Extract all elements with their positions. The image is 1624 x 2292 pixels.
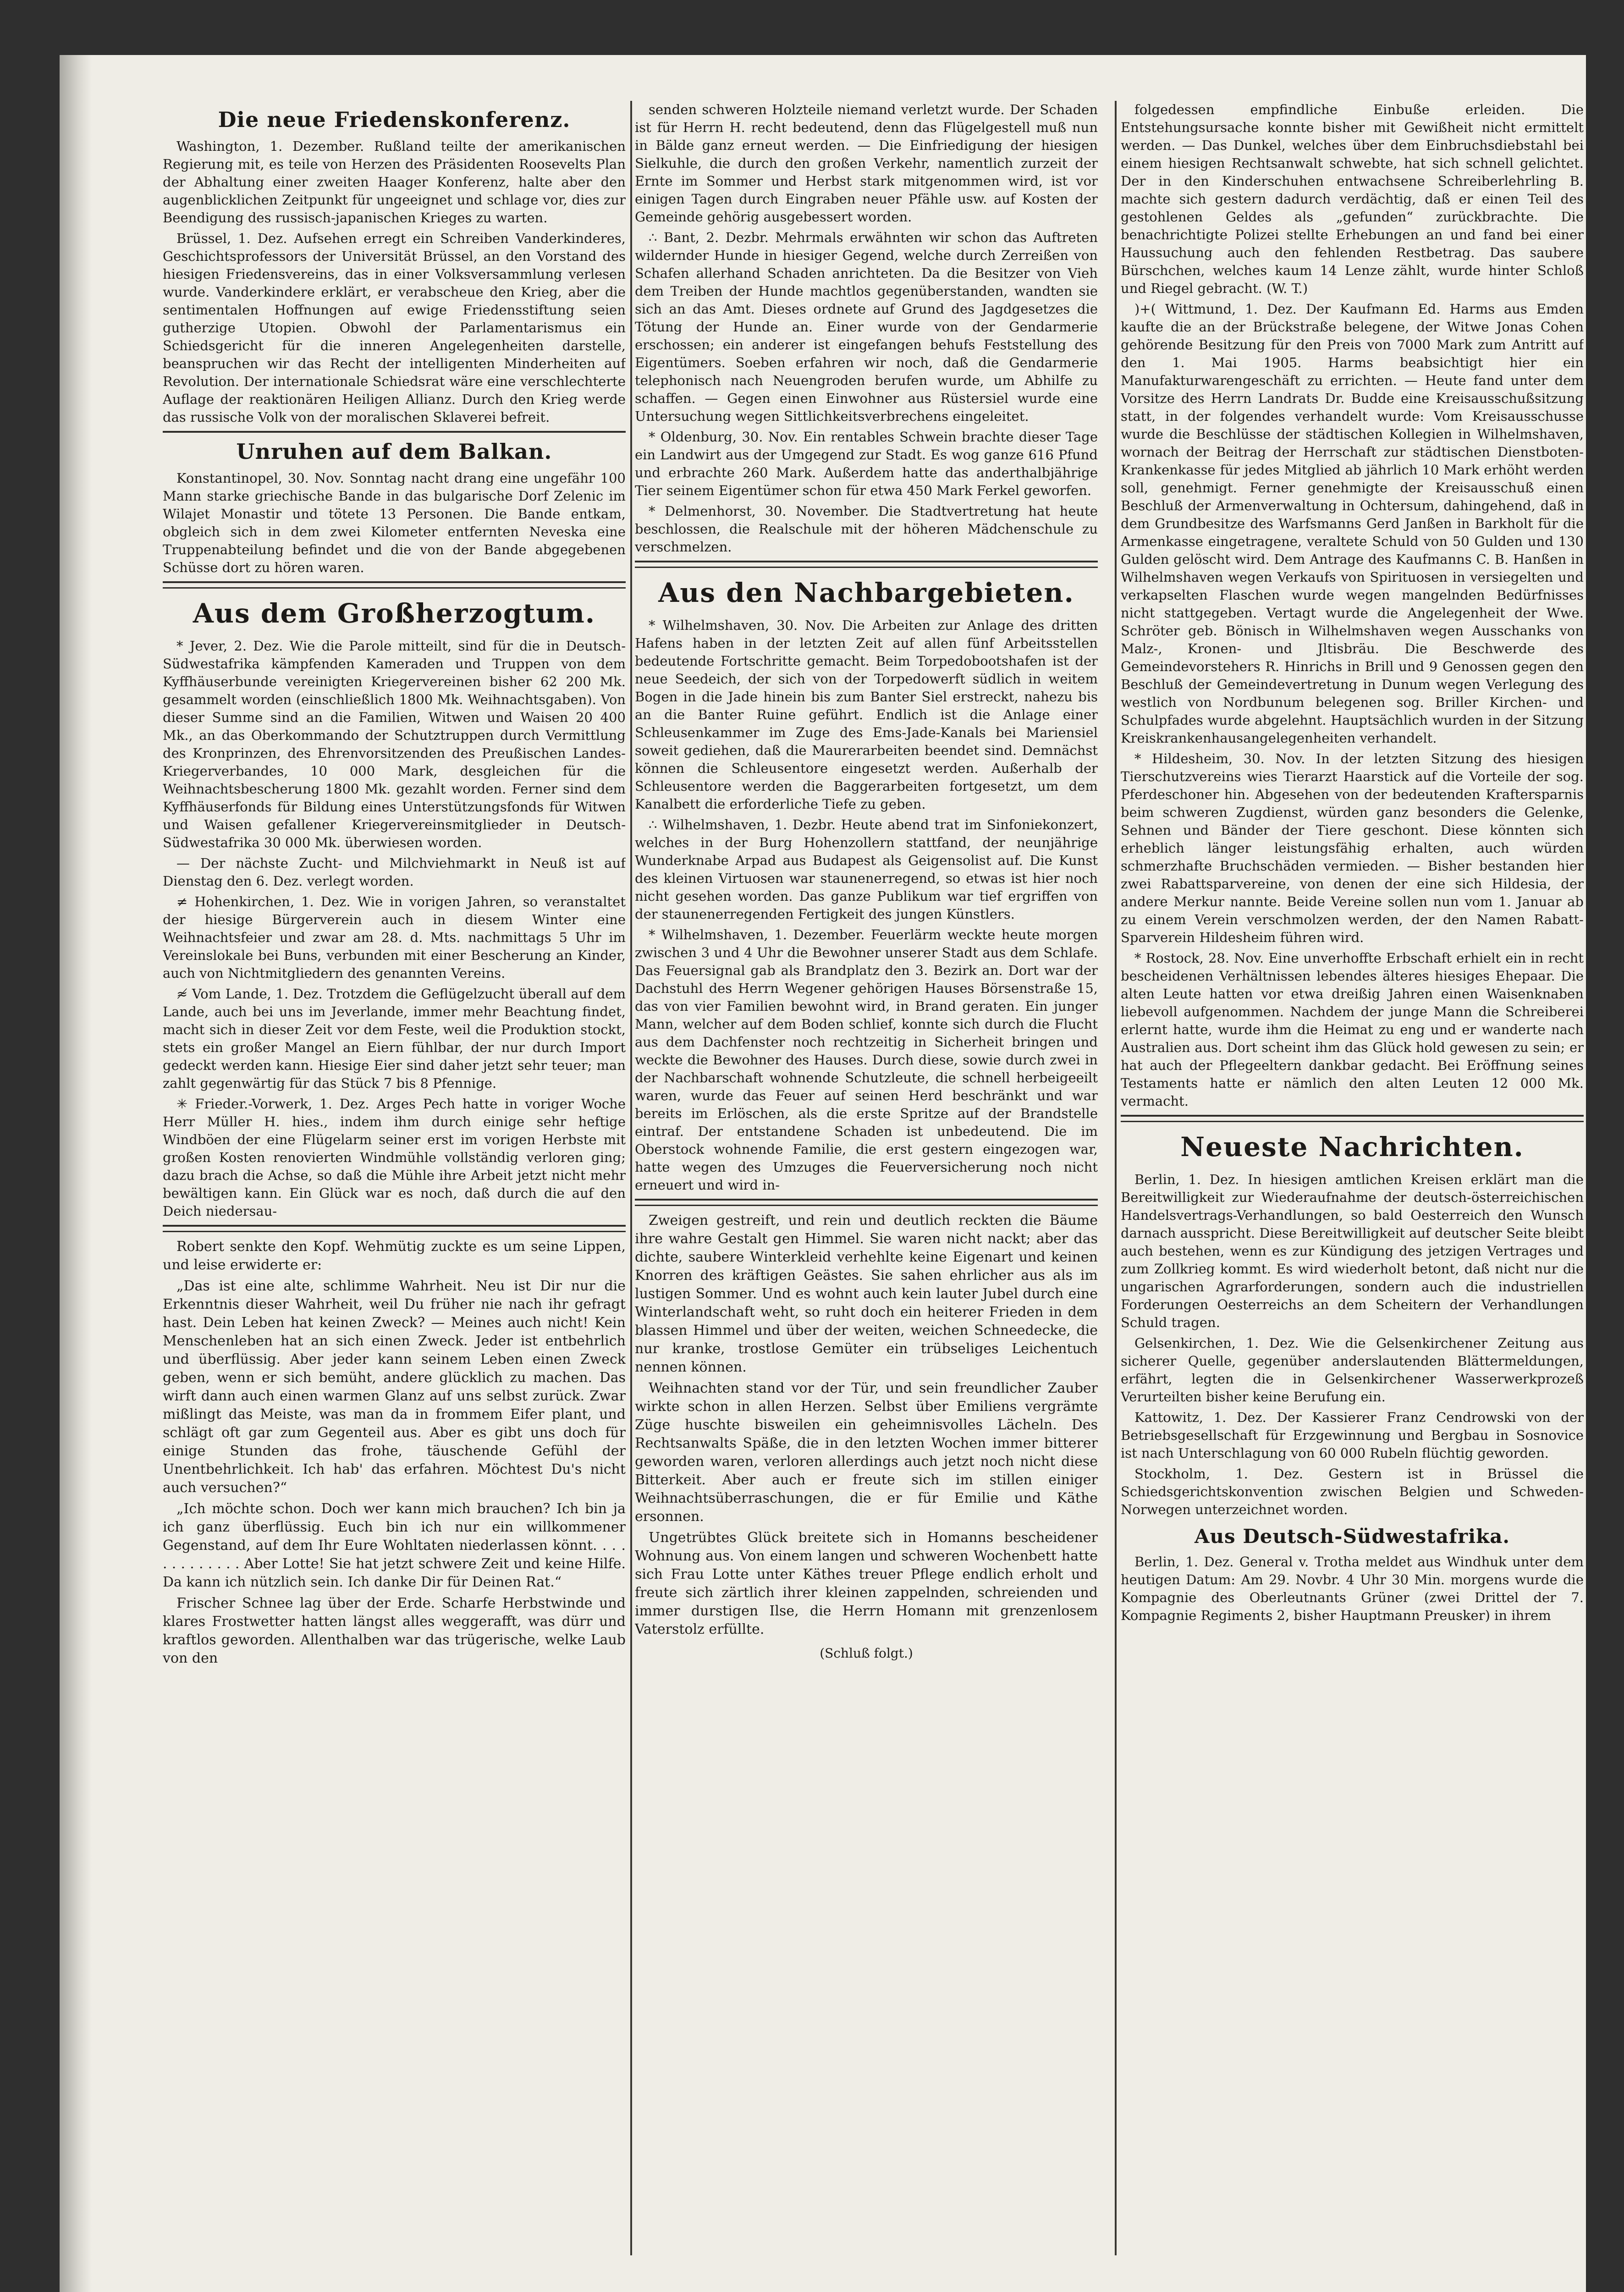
article-rostock: * Rostock, 28. Nov. Eine unverhoffte Erbschaft erhielt ein in recht bescheidenen Verhältnissen lebendes älteres hiesiges Ehepaar. Die alten Leute hatten vor etwa dreißig Jahren einen Waisenknaben liebevoll aufgenommen. Nachdem der junge Mann die Schreiberei erlernt hatte, wurde ihm die Heimat zu eng und er wanderte nach Australien aus. Dort scheint ihm das Glück hold gewesen zu sein; er hat auch der Pflegeeltern dankbar gedacht. Bei Eröffnung seines Testaments hatte er nämlich den alten Leuten 12 000 Mk. vermacht. [1121,950,1584,1109]
story-paragraph: Frischer Schnee lag über der Erde. Scharfe Herbstwinde und klares Frostwetter hatten längst alles weggerafft, was dürr und kraftlos geworden. Allenthalben war das trügerische, welke Laub von den [163,1595,626,1666]
heading-neueste-nachrichten: Neueste Nachrichten. [1180,1131,1524,1163]
divider [163,581,626,589]
article-hildesheim: * Hildesheim, 30. Nov. In der letzten Sitzung des hiesigen Tierschutzvereins wies Tierarzt Haarstick auf die Vorteile der sog. Pferdeschoner hin. Abgesehen von der bedeutenden Kraftersparnis beim schweren Zugdienst, würden ganz besonders die Gelenke, Sehnen und Bänder der Tiere geschont. Diese könnten sich erheblich länger leistungsfähig erhalten, auch würden schmerzhafte Bruchschäden vermieden. — Bisher bestanden hier zwei Rabattsparvereine, von denen der eine sich Hildesia, der andere Merkur nannte. Beide Vereine sollen nun vom 1. Januar ab zu einem Verein verschmolzen werden, der den Namen Rabatt-Sparverein Hildesheim führen wird. [1121,751,1584,945]
heading-friedenskonferenz: Die neue Friedenskonferenz. [218,107,571,132]
story-paragraph: „Das ist eine alte, schlimme Wahrheit. Neu ist Dir nur die Erkenntnis dieser Wahrheit, weil Du früher nie nach ihr gefragt hast. Dein Leben hat keinen Zweck? — Meines auch nicht! Kein Menschenleben hat an sich einen Zweck. Jeder ist entbehrlich und überflüssig. Aber jeder kann seinem Leben einen Zweck geben, wenn er sich bemüht, andere glücklich zu machen. Das wirft dann auch einen warmen Glanz auf uns selbst zurück. Zwar mißlingt das Meiste, was man da in frommem Eifer plant, und schlägt oft gar zum Gegenteil aus. Aber es gibt uns doch für einige Stunden das frohe, täuschende Gefühl der Unentbehrlichkeit. Ich hab' das erfahren. Möchtest Du's nicht auch versuchen?“ [163,1278,626,1496]
article-wittmund: )+( Wittmund, 1. Dez. Der Kaufmann Ed. Harms aus Emden kaufte die an der Brückstraße belegene, der Witwe Jonas Cohen gehörende Besitzung für den Preis von 7000 Mark zum Antritt auf den 1. Mai 1905. Harms beabsichtigt hier ein Manufakturwarengeschäft zu errichten. — Heute fand unter dem Vorsitze des Herrn Landrats Dr. Budde eine Kreisausschußsitzung statt, in der folgendes verhandelt wurde: Vom Kreisausschusse wurde die Beschlüsse der städtischen Kollegien in Wilhelmshaven, wornach der Beitrag der Herrschaft zur städtischen Dienstboten-Krankenkasse für jedes Mitglied ab jährlich 10 Mark erhöht werden soll, genehmigt. Ferner genehmigte der Kreisausschuß einen Beschluß der Armenverwaltung in Ochtersum, dahingehend, daß in dem Grundbesitze des Warfsmanns Gerd Janßen in Barkholt für die Armenkasse eingetragene, veraltete Schuld von 50 Gulden und 130 Gulden gelöscht wird. Dem Antrage des Kaufmanns C. B. Hanßen in Wilhelmshaven wegen Verkaufs von Spirituosen in versiegelten und verkapselten Flaschen wurde wegen mangelnden Bedürfnisses nicht stattgegeben. Vertagt wurde die Angelegenheit der Wwe. Schröter geb. Bönisch in Wilhelmshaven wegen Ausschanks von Malz-, Kronen- und Jltisbräu. Die Beschwerde des Gemeindevorstehers R. Hinrichs in Brill und 9 Genossen gegen den Beschluß der Gemeindevertretung in Dunum wegen Verlegung des westlich von Nordbunum belegenen sog. Briller Kirchen- und Schulpfades wurde abgelehnt. Hauptsächlich wurden in der Sitzung Kreiskrankenhausangelegenheiten verhandelt. [1121,301,1584,746]
article-bruessel: Brüssel, 1. Dez. Aufsehen erregt ein Schreiben Vanderkinderes, Geschichtsprofessors der Universität Brüssel, an den Vorstand des hiesigen Friedensvereins, das in einer Volksversammlung verlesen wurde. Vanderkindere erklärt, er verabscheue den Krieg, aber die sentimentalen Hoffnungen auf ewige Friedensstiftung seien gutherzige Utopien. Obwohl der Parlamentarismus ein Schiedsgericht für die inneren Angelegenheiten darstelle, beanspruchen wir das Recht der intelligenten Minderheiten auf Revolution. Der internationale Schiedsrat wäre eine verschlechterte Auflage der reaktionären Heiligen Allianz. Durch den Krieg werde das russische Volk von der moralischen Sklaverei befreit. [163,231,626,425]
article-wilhelmshaven-2: ∴ Wilhelmshaven, 1. Dezbr. Heute abend trat im Sinfoniekonzert, welches in der Burg Hohenzollern stattfand, der neunjährige Wunderknabe Arpad aus Budapest als Geigensolist auf. Die Kunst des kleinen Virtuosen war staunenerregend, so etwas ist hier noch nicht gesehen worden. Das ganze Publikum war tief ergriffen von der staunenerregenden Fertigkeit des jungen Künstlers. [635,817,1098,922]
page-edge [60,55,92,2292]
article-wilhelmshaven-1: * Wilhelmshaven, 30. Nov. Die Arbeiten zur Anlage des dritten Hafens haben in der letzten Zeit auf allen fünf Arbeitsstellen bedeutende Fortschritte gemacht. Beim Torpedobootshafen ist der neue Seedeich, der sich von der Torpedowerft südlich in weitem Bogen in die Jade hinein bis zum Banter Siel erstreckt, nahezu bis an die Banter Ruine geführt. Endlich ist die Anlage einer Schleusenkammer im Zuge des Ems-Jade-Kanals bei Mariensiel soweit gediehen, daß die Maurerarbeiten beendet sind. Demnächst können die Schleusentore eingesetzt werden. Außerhalb der Schleusentore werden die Baggerarbeiten fortgesetzt, um dem Kanalbett die erforderliche Tiefe zu geben. [635,617,1098,812]
story-paragraph: Robert senkte den Kopf. Wehmütig zuckte es um seine Lippen, und leise erwiderte er: [163,1239,626,1273]
article-vom-lande: ≉ Vom Lande, 1. Dez. Trotzdem die Geflügelzucht überall auf dem Lande, auch bei uns im Jeverlande, immer mehr Beachtung findet, macht sich in dieser Zeit vor dem Feste, weil die Produktion stockt, stets ein großer Mangel an Eiern fühlbar, der nur durch Import gedeckt werden kann. Hiesige Eier sind daher jetzt sehr teuer; man zahlt gegenwärtig für das Stück 7 bis 8 Pfennige. [163,986,626,1091]
divider [163,1225,626,1232]
column-1 [163,101,626,2255]
article-berlin-trotha: Berlin, 1. Dez. General v. Trotha meldet aus Windhuk unter dem heutigen Datum: Am 29. Novbr. 4 Uhr 30 Min. morgens wurde die Kompagnie des Oberleutnants Grüner (zwei Drittel der 7. Kompagnie Regiments 2, bisher Hauptmann Preusker) in ihrem [1121,1554,1584,1623]
article-delmenhorst: * Delmenhorst, 30. November. Die Stadtvertretung hat heute beschlossen, die Realschule mit der höheren Mädchenschule zu verschmelzen. [635,503,1098,555]
article-oldenburg: * Oldenburg, 30. Nov. Ein rentables Schwein brachte dieser Tage ein Landwirt aus der Umgegend zur Stadt. Es wog ganze 616 Pfund und erbrachte 260 Mark. Außerdem hatte das anderthalbjährige Tier seinem Eigentümer schon für etwa 450 Mark Ferkel geworfen. [635,429,1098,498]
article-wilhelmshaven-3: * Wilhelmshaven, 1. Dezember. Feuerlärm weckte heute morgen zwischen 3 und 4 Uhr die Bewohner unserer Stadt aus dem Schlafe. Das Feuersignal gab als Brandplatz den 3. Bezirk an. Dort war der Dachstuhl des Herrn Wegener gehörigen Hauses Börsenstraße 15, das von vier Familien bewohnt wird, in Brand geraten. Ein junger Mann, welcher auf dem Boden schlief, konnte sich durch die Flucht aus dem Dachfenster noch rechtzeitig in Sicherheit bringen und weckte die Bewohner des Hauses. Durch diese, sowie durch zwei in der Nachbarschaft wohnende Schutzleute, die schnell herbeigeeilt waren, wurde das Feuer auf seinen Herd beschränkt und war bereits im Erlöschen, als die erste Spritze auf der Brandstelle eintraf. Der entstandene Schaden ist unbedeutend. Die im Oberstock wohnende Familie, die erst gestern eingezogen war, hatte wegen des Umzuges die Feuerversicherung noch nicht erneuert und wird in- [635,927,1098,1193]
heading-grossherzogtum: Aus dem Großherzogtum. [193,598,596,629]
article-washington: Washington, 1. Dezember. Rußland teilte der amerikanischen Regierung mit, es teile von Herzen des Präsidenten Roosevelts Plan der Abhaltung einer zweiten Haager Konferenz, halte aber den augenblicklichen Zeitpunkt für ungeeignet und schlage vor, dies zur Beendigung des russisch-japanischen Krieges zu warten. [163,138,626,226]
article-bant: ∴ Bant, 2. Dezbr. Mehrmals erwähnten wir schon das Auftreten wildernder Hunde in hiesiger Gegend, welche durch Zerreißen von Schafen allerhand Schaden anrichteten. Da die Besitzer von Vieh dem Treiben der Hunde machtlos gegenüberstanden, wandten sie sich an das Amt. Dieses ordnete auf Grund des Jagdgesetzes die Tötung der Hunde an. Einer wurde von der Gendarmerie erschossen; ein anderer ist eingefangen behufs Feststellung des Eigentümers. Soeben erfahren wir noch, daß die Gendarmerie telephonisch nach Neuengroden berufen wurde, um Abhilfe zu schaffen. — Gegen einen Einwohner aus Rüstersiel wurde eine Untersuchung wegen Sittlichkeitsverbrechens eingeleitet. [635,230,1098,424]
article-kattowitz: Kattowitz, 1. Dez. Der Kassierer Franz Cendrowski von der Betriebsgesellschaft für Erzgewinnung und Bergbau in Sosnovice ist nach Unterschlagung von 60 000 Rubeln flüchtig geworden. [1121,1410,1584,1461]
article-vorwerk: ✳ Frieder.-Vorwerk, 1. Dez. Arges Pech hatte in voriger Woche Herr Müller H. hies., indem ihm durch einige sehr heftige Windböen der eine Flügelarm seiner erst im vorigen Herbste mit großen Kosten renovierten Windmühle vollständig verloren ging; dazu brach die Achse, so daß die Mühle ihre Arbeit jetzt nicht mehr bewältigen kann. Ein Glück war es noch, daß durch die auf den Deich niedersau- [163,1096,626,1219]
newspaper-page [60,55,1586,2292]
heading-balkan: Unruhen auf dem Balkan. [236,439,552,464]
article-stockholm: Stockholm, 1. Dez. Gestern ist in Brüssel die Schiedsgerichtskonvention zwischen Belgien und Schweden-Norwegen unterzeichnet worden. [1121,1466,1584,1517]
column-rule [1115,101,1117,2255]
article-konstantinopel: Konstantinopel, 30. Nov. Sonntag nacht drang eine ungefähr 100 Mann starke griechische Bande in das bulgarische Dorf Zelenic im Wilajet Monastir und tötete 13 Personen. Die Bande entkam, obgleich sich in dem zwei Kilometer entfernten Neveska eine Truppenabteilung befindet und die von der Bande abgegebenen Schüsse dort zu hören waren. [163,470,626,575]
article-viehmarkt: — Der nächste Zucht- und Milchviehmarkt in Neuß ist auf Dienstag den 6. Dez. verlegt worden. [163,855,626,889]
heading-suedwestafrika: Aus Deutsch-Südwestafrika. [1194,1525,1510,1548]
article-hohenkirchen: ≠ Hohenkirchen, 1. Dez. Wie in vorigen Jahren, so veranstaltet der hiesige Bürgerverein auch in diesem Winter eine Weihnachtsfeier und zwar am 28. d. Mts. nachmittags 5 Uhr im Vereinslokale bei Buns, verbunden mit einer Bescherung an Kinder, auch von Nichtmitgliedern des genannten Vereins. [163,894,626,981]
article-jever: * Jever, 2. Dez. Wie die Parole mitteilt, sind für die in Deutsch-Südwestafrika kämpfenden Kameraden und Truppen von dem Kyffhäuserbunde vereinigten Kriegervereinen bisher 62 200 Mk. gesammelt worden (einschließlich 1800 Mk. Weihnachtsgaben). Von dieser Summe sind an die Familien, Witwen und Waisen 20 400 Mk., an das Oberkommando der Schutztruppen durch Vermittlung des Kronprinzen, des Ehrenvorsitzenden des Preußischen Landes-Kriegerverbandes, 10 000 Mark, desgleichen für die Weihnachtsbescherung 1800 Mk. gezahlt worden. Ferner sind dem Kyffhäuserfonds für Bildung eines Unterstützungsfonds für Witwen und Waisen gefallener Kriegervereinsmitglieder in Deutsch-Südwestafrika 30 000 Mk. überwiesen worden. [163,638,626,850]
divider [635,1199,1098,1206]
story-end-note: (Schluß folgt.) [820,1646,913,1661]
column-3 [1121,101,1584,2255]
article-vorwerk-cont: senden schweren Holzteile niemand verletzt wurde. Der Schaden ist für Herrn H. recht bedeutend, denn das Flügelgestell muß nun in Bälde ganz erneut werden. — Die Einfriedigung der hiesigen Sielkuhle, die durch den großen Verkehr, namentlich zurzeit der Ernte im Sommer und Herbst stark mitgenommen wird, ist vor einigen Tagen durch Eingraben neuer Pfähle usw. auf Kosten der Gemeinde gehörig ausgebessert worden. [635,102,1098,225]
article-gelsenkirchen: Gelsenkirchen, 1. Dez. Wie die Gelsenkirchener Zeitung aus sicherer Quelle, gegenüber anderslautenden Blättermeldungen, erfährt, legten die in Gelsenkirchener Wasserwerkprozeß Verurteilten bisher keine Berufung ein. [1121,1335,1584,1405]
heading-nachbargebieten: Aus den Nachbargebieten. [658,577,1074,608]
divider [635,561,1098,568]
column-rule [630,101,632,2255]
article-berlin: Berlin, 1. Dez. In hiesigen amtlichen Kreisen erklärt man die Bereitwilligkeit zur Wiederaufnahme der deutsch-österreichischen Handelsvertrags-Verhandlungen, so bald Oesterreich den Wunsch darnach ausspricht. Diese Bereitwilligkeit auf deutscher Seite bleibt auch bestehen, wenn es zur Kündigung des jetzigen Vertrages und zum Zollkrieg kommt. Es wird wiederholt betont, daß nicht nur die ungarischen Agrarforderungen, sondern auch die industriellen Forderungen Oesterreichs an dem Scheitern der Verhandlungen Schuld tragen. [1121,1172,1584,1330]
story-paragraph: Ungetrübtes Glück breitete sich in Homanns bescheidener Wohnung aus. Von einem langen und schweren Wochenbett hatte sich Frau Lotte unter Käthes treuer Pflege endlich erholt und freute sich zärtlich ihrer kleinen zappelnden, schreienden und immer durstigen Ilse, die Herrn Homann mit grenzenlosem Vaterstolz erfüllte. [635,1530,1098,1637]
story-paragraph: Zweigen gestreift, und rein und deutlich reckten die Bäume ihre wahre Gestalt gen Himmel. Sie waren nicht nackt; aber das dichte, saubere Winterkleid verhehlte keine Eigenart und keinen Knorren des kräftigen Geästes. Sie sahen ehrlicher aus als im lustigen Sommer. Und es wohnt auch kein lauter Jubel durch eine Winterlandschaft weht, so ruht doch ein heiterer Frieden in dem blassen Himmel und über der weiten, weichen Schneedecke, die nur kranke, trostlose Gemüter ein trübseliges Leichentuch nennen können. [635,1212,1098,1375]
divider [163,431,626,433]
column-2 [635,101,1098,2255]
story-paragraph: Weihnachten stand vor der Tür, und sein freundlicher Zauber wirkte schon in allen Herzen. Selbst über Emiliens vergrämte Züge huschte bisweilen ein geheimnisvolles Lächeln. Des Rechtsanwalts Späße, die in den letzten Wochen immer bitterer geworden waren, verloren allerdings auch jetzt noch nicht diese Bitterkeit. Aber auch er freute sich im stillen einiger Weihnachtsüberraschungen, die er für Emilie und Käthe ersonnen. [635,1380,1098,1525]
story-paragraph: „Ich möchte schon. Doch wer kann mich brauchen? Ich bin ja ich ganz überflüssig. Euch bin ich nur ein willkommener Gegenstand, auf dem Ihr Eure Wohltaten niederlassen könnt. . . . . . . . . . . . . Aber Lotte! Sie hat jetzt schwere Zeit und keine Hilfe. Da kann ich nützlich sein. Ich danke Dir für Deinen Rat.“ [163,1501,626,1590]
divider [1121,1115,1584,1122]
article-wilhelmshaven-cont: folgedessen empfindliche Einbuße erleiden. Die Entstehungsursache konnte bisher mit Gewißheit nicht ermittelt werden. — Das Dunkel, welches über dem Einbruchsdiebstahl bei einem hiesigen Rechtsanwalt schwebte, hat sich schnell gelichtet. Der in den Kinderschuhen entwachsene Schreiberlehrling B. machte sich gestern dadurch verdächtig, daß er einen Teil des gestohlenen Geldes als „gefunden“ zurückbrachte. Die benachrichtigte Polizei stellte Erhebungen an und fand bei einer Haussuchung auch den fehlenden Restbetrag. Das saubere Bürschchen, welches kaum 14 Lenze zählt, wurde hinter Schloß und Riegel gebracht. (W. T.) [1121,102,1584,296]
